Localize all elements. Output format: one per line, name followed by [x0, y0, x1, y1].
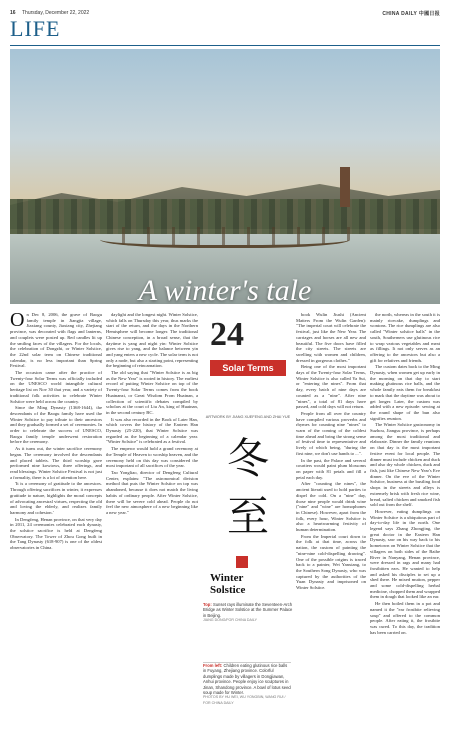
article-paragraph: From the Imperial court down to the folk at that time, across the nation, the custom of painting the "nine-nine cold-dispelling drawing". One of the possible origins is traced back to a painter, Wei Yanxiang, to the Southern Song Dynasty, who was captured by the authorities of the Yuan Dynasty and imprisoned on Winter Solstice.	[296, 533, 366, 591]
article-paragraph: In Dengfeng, Henan province, on that very day in 2011, 24 ceremonies celebrated each dynasty, the solstice sacrifice is held at Dengfeng Observatory. The Tower of Zhou Gong built in the Tang Dynasty (618-907) is one of the oldest observatories in China.	[10, 516, 102, 551]
calligraphy-dongzhi	[213, 430, 283, 560]
drop-cap: O	[10, 312, 25, 331]
hero-photo	[10, 49, 440, 304]
caption-bottom-text: Children eating glutinous rice balls in Fuyang, Zhejiang province. Colorful dumplings made by villagers in Dongjiawan, Anhui province. People enjoy ice sculptures in Jinan, Shandong province. A bowl of lotus seed soup made for Winter.	[203, 663, 291, 696]
publication-name: CHINA DAILY 中國日报	[382, 11, 440, 17]
article-paragraph: People from all over the country have compiled various proverbs and rhymes for counting nine "nines" to warn of the coming of the coldest time ahead and bring the strong sense of festival time to representative and lively of which being, "during the first nine, we don't use hands to ...".	[296, 410, 366, 456]
section-rule	[10, 45, 440, 46]
illustration-credit: ARTWORK BY JIANG XUEFENG AND ZHAI YUE	[205, 415, 291, 419]
article-paragraph: After "counting the nines", the ancient literati used to hold parties to dispel the cold. On a "nine" day, those nine people would drink wine ("nine" and "wine" are homophones in Chinese). However, apart from the folk, every hour, Winter Solstice is also a heartwarming festivity of human determination.	[296, 481, 366, 533]
article-paragraph: The emperor would hold a grand ceremony at the Temple of Heaven to worship heaven, and the ceremony held on this day was considered the most important of all sacrifices of the year.	[106, 446, 198, 469]
article-paragraph: book Wulin Jiushi (Ancient Matters From the Wulin Garden): "The imperial court will celebrate the festival, just like the New Year. The carriages and horses are all new and beautiful. The five doors have filled the city streets. The streets are swelling with women and children, dressed in gorgeous clothes."	[296, 312, 366, 363]
article-paragraph: On Dec 8, 2006, the grave of Baogu family temple in Jiangjia village, Jiaxiang county, Jiaxiang city, Zhejiang province, was decorated with flags and lanterns, and couplets were posted up. Red candles lit up the smiling faces of the villagers. For the locals, the celebration of Dongzhi, or Winter Solstice, the 22nd solar term on Chinese traditional calendar, is no less important than Spring Festival.	[10, 312, 102, 369]
solar-terms-badge	[210, 318, 286, 410]
article-paragraph: However, eating dumplings on Winter Solstice is a ubiquitous part of day-to-day life in the north. One legend says Zhang Zhongjing, the great doctor in the Eastern Han Dynasty, saw on his way back to his hometown on Winter Solstice that the villagers on both sides of the Baihe River in Nanyang, Henan province, were dressed in rags and many had frostbitten ears. He wanted to help and asked his disciples to set up a shed there. He mixed mutton, pepper and some cold-dispelling herbal medicine, chopped them and wrapped them in dough that looked like an ear.	[370, 508, 440, 600]
issue-date: Thursday, December 22, 2022	[22, 10, 90, 16]
article-paragraph: the north, whereas in the south it is mainly ricecake, dumplings and wontons. The rice dumplings are also called "Winter solstice balls" in the south, Southerners use glutinous rice to wrap various vegetables and meat as fillings. It not only serves as an offering to the ancestors but also a gift for relatives and friends.	[370, 312, 440, 363]
page-header	[10, 8, 440, 20]
calligraphy-char-2: 至	[226, 492, 269, 541]
bottom-photo-caption	[203, 662, 291, 743]
solar-terms-label: Solar Terms	[210, 360, 286, 376]
caption-top-credit: JIANG DONG/FOR CHINA DAILY	[203, 618, 258, 623]
caption-bottom-label: From left:	[203, 663, 223, 668]
calligraphy-char-1: 冬	[226, 434, 269, 483]
article-column-3	[296, 312, 366, 742]
article-paragraph: The Winter Solstice gastronomy in Suzhou, Jiangsu province, is perhaps among the most traditional and elaborate. Dinner the family reunions on that day is the most important festive event for local people. The dinner must include chicken and duck and also dry whole chicken, duck and fish, just like Chinese New Year's Eve dinner. On the eve of the Winter Solstice, business at the bustling food shops in the streets and alleys is extremely brisk with fresh rice wine, bread, salted chicken and smoked fish sold out from the shelf.	[370, 422, 440, 508]
article-paragraph: The custom dates back to the Ming Dynasty, when women get up early in the morning on that day to start making glutinous rice balls, and the whole family eats them for breakfast to mark that the daytime was about to get longer. Later, the custom was added with a new episode: sewing at the round shape of the bun also signifies reunion.	[370, 364, 440, 421]
section-title: LIFE	[10, 16, 61, 41]
hero-bridge	[100, 227, 350, 248]
headline: A winter's tale	[138, 274, 312, 304]
article-paragraph: Tao Yongliao, director of Dengfeng Cultural Center, explains: "The astronomical division method that puts the Winter Solstice on top was abandoned, because it does not match the living habits of ordinary people. After Winter Solstice, there will be severe cold ahead. People do not feel the new atmosphere of a new beginning like a new year."	[106, 469, 198, 515]
article-paragraph: As it turns out, the winter sacrifice ceremony began. The ceremony involved the descendants and placed tablets. The third worship gave performed nine kowtows, three offerings, and read blessings. Winter Solstice Festival is not just a formality, there is a lot of attention here.	[10, 446, 102, 480]
solstice-word: Solstice	[210, 584, 246, 596]
caption-top-text: Sunset rays illuminate the Seventeen-Arch Bridge as Winter Solstice at the Summer Palace in Beijing.	[203, 602, 293, 618]
page-number: 16	[10, 10, 16, 16]
article-paragraph: It was also recorded in the Book of Later Han, which covers the history of the Eastern Han Dynasty (25-220), that Winter Solstice was regarded as the beginning of a calendar year. "Winter Solstice" is celebrated as a festival.	[106, 416, 198, 445]
article-paragraph: Since the Ming Dynasty (1368-1644), the descendants of the Baogu family have used the Winter Solstice to pay tribute to their ancestors and they gradually formed a set of ceremonies. In order to celebrate the success of UNESCO, Baogu family temple underwent restoration before the ceremony.	[10, 405, 102, 445]
top-photo-caption	[203, 602, 293, 624]
article-column-1	[10, 312, 102, 742]
hero-pagoda	[340, 167, 350, 207]
article-paragraph: The old saying that "Winter Solstice is as big as the New Year" is rooted in history. The earliest record of putting Winter Solstice on top of the Twenty-four Solar Terms comes from the book Huainanzi, or Great Wisdom From Huainan, a collection of scientific debates compiled by scholars at the court of Liu An, king of Huainan, in the second century BC.	[106, 370, 198, 415]
article-paragraph: 'It is a ceremony of gratitude to the ancestors. Through offering sacrifices in winter, it expresses gratitude to nature, highlights the moral concepts of advocating ancestral virtues, respecting the old and loving the elderly, and realizes family harmony and cohesion.'	[10, 481, 102, 515]
article-paragraph: Being one of the most important days of the Twenty-four Solar Terms, Winter Solstice is also called Ya Sui, or "entering the nines". From that day, every batch of nine days are counted as a "nine". After nine "nines", a total of 81 days have passed, and cold days will not return.	[296, 364, 366, 410]
article-column-2	[106, 312, 198, 742]
article-paragraph: He then boiled them in a pot and named it the "ear frostbite relieving soup" and offered to the common people. After eating it, the frostbite was cured. To this day, the tradition has been carried on.	[370, 601, 440, 635]
article-column-4	[370, 312, 440, 742]
winter-solstice-title	[210, 572, 290, 596]
article-paragraph: In the past, the Palace and several courtiers would paint plum blossoms on paper with 81 petals and fill a petal each day.	[296, 457, 366, 480]
caption-top-label: Top:	[203, 602, 212, 607]
solar-terms-number: 24	[210, 316, 244, 353]
article-paragraph: daylight and the longest night. Winter Solstice, which falls on Thursday this year, thus marks the start of the return, and the days in the Northern Hemisphere will become longer. The traditional Chinese conception, in a broad sense, that the daytime is yang and night yin: Winter Solstice gives rise to yang, and the balance between yin and yang enters a new cycle. The solar term is not only a node, but also a starting point, representing the beginning of reincarnation.	[106, 312, 198, 369]
red-seal-stamp	[236, 556, 248, 568]
article-paragraph: The occasion came after the practice of Twenty-four Solar Terms was officially included on the UNESCO world intangible cultural heritage list on Nov 30 that year, and a variety of traditional folk activities to celebrate Winter Solstice were held across the country.	[10, 370, 102, 404]
caption-bottom-credit: PHOTOS BY HU WEI, WU YONGBIN, WANG RUI / FOR CHINA DAILY	[203, 695, 286, 705]
winter-word: Winter	[210, 572, 244, 584]
